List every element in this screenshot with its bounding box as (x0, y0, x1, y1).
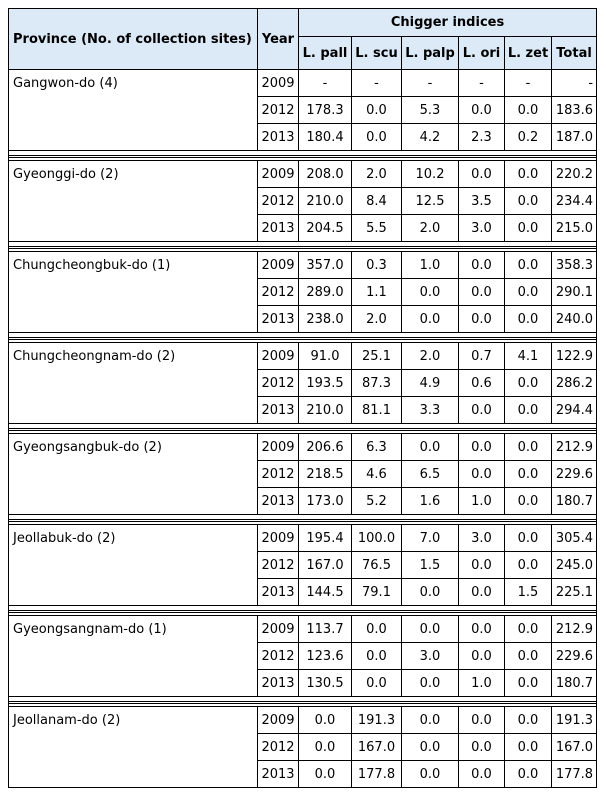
l-zet-cell: 0.0 (505, 552, 552, 579)
year-cell: 2009 (258, 434, 299, 461)
l-ori-cell: - (459, 70, 505, 97)
l-palp-cell: 10.2 (402, 161, 459, 188)
l-ori-cell: 0.0 (459, 397, 505, 424)
year-cell: 2013 (258, 488, 299, 515)
l-ori-cell: 0.0 (459, 97, 505, 124)
l-ori-cell: 2.3 (459, 124, 505, 151)
l-zet-cell: 0.0 (505, 161, 552, 188)
year-cell: 2012 (258, 734, 299, 761)
l-zet-cell: 0.0 (505, 397, 552, 424)
l-palp-cell: 12.5 (402, 188, 459, 215)
l-palp-cell: 7.0 (402, 525, 459, 552)
l-ori-cell: 0.0 (459, 434, 505, 461)
l-pall-cell: 167.0 (299, 552, 352, 579)
separator-cell (9, 697, 597, 707)
year-cell: 2013 (258, 124, 299, 151)
l-ori-cell: 0.6 (459, 370, 505, 397)
l-scu-cell: 6.3 (352, 434, 402, 461)
l-palp-cell: 2.0 (402, 215, 459, 242)
l-palp-cell: 6.5 (402, 461, 459, 488)
separator-cell (9, 424, 597, 434)
total-cell: 229.6 (552, 461, 597, 488)
total-cell: 183.6 (552, 97, 597, 124)
l-zet-cell: 0.0 (505, 306, 552, 333)
total-cell: - (552, 70, 597, 97)
l-ori-cell: 0.0 (459, 161, 505, 188)
l-palp-cell: 3.3 (402, 397, 459, 424)
l-palp-cell: 0.0 (402, 761, 459, 788)
l-pall-cell: - (299, 70, 352, 97)
l-ori-cell: 3.0 (459, 525, 505, 552)
year-cell: 2009 (258, 161, 299, 188)
l-zet-cell: 0.0 (505, 525, 552, 552)
l-scu-cell: 2.0 (352, 306, 402, 333)
year-cell: 2012 (258, 370, 299, 397)
l-scu-cell: 76.5 (352, 552, 402, 579)
l-ori-cell: 0.0 (459, 616, 505, 643)
l-scu-cell: 8.4 (352, 188, 402, 215)
total-cell: 229.6 (552, 643, 597, 670)
l-scu-cell: 81.1 (352, 397, 402, 424)
table-header (9, 9, 597, 70)
l-pall-cell: 173.0 (299, 488, 352, 515)
total-cell: 294.4 (552, 397, 597, 424)
l-ori-cell: 0.0 (459, 579, 505, 606)
l-palp-cell: 1.6 (402, 488, 459, 515)
l-pall-cell: 0.0 (299, 734, 352, 761)
l-scu-cell: 87.3 (352, 370, 402, 397)
l-palp-cell: 0.0 (402, 707, 459, 734)
l-pall-cell: 123.6 (299, 643, 352, 670)
total-cell: 122.9 (552, 343, 597, 370)
total-cell: 234.4 (552, 188, 597, 215)
l-zet-cell: 0.0 (505, 488, 552, 515)
l-ori-cell: 0.0 (459, 734, 505, 761)
l-scu-cell: 167.0 (352, 734, 402, 761)
l-scu-cell: 0.0 (352, 616, 402, 643)
l-zet-cell: 1.5 (505, 579, 552, 606)
l-zet-cell: 0.0 (505, 643, 552, 670)
l-pall-cell: 178.3 (299, 97, 352, 124)
column-header-l-ori: L. ori (459, 37, 505, 70)
table-row (9, 161, 597, 188)
chigger-indices-group-header: Chigger indices (299, 9, 597, 37)
l-palp-cell: 1.0 (402, 252, 459, 279)
total-cell: 180.7 (552, 670, 597, 697)
group-separator (9, 151, 597, 161)
l-ori-cell: 0.0 (459, 761, 505, 788)
l-palp-cell: 3.0 (402, 643, 459, 670)
separator-cell (9, 242, 597, 252)
double-rule (9, 610, 596, 613)
l-palp-cell: 1.5 (402, 552, 459, 579)
year-cell: 2013 (258, 761, 299, 788)
year-cell: 2012 (258, 188, 299, 215)
l-ori-cell: 0.0 (459, 306, 505, 333)
year-cell: 2012 (258, 97, 299, 124)
table-row (9, 343, 597, 370)
l-ori-cell: 0.7 (459, 343, 505, 370)
l-scu-cell: 0.0 (352, 643, 402, 670)
total-cell: 305.4 (552, 525, 597, 552)
double-rule (9, 246, 596, 249)
year-cell: 2009 (258, 707, 299, 734)
l-ori-cell: 0.0 (459, 279, 505, 306)
year-cell: 2013 (258, 306, 299, 333)
l-zet-cell: - (505, 70, 552, 97)
l-scu-cell: 79.1 (352, 579, 402, 606)
total-cell: 212.9 (552, 616, 597, 643)
l-zet-cell: 0.0 (505, 616, 552, 643)
column-header-l-scu: L. scu (352, 37, 402, 70)
table-row (9, 70, 597, 97)
group-separator (9, 424, 597, 434)
l-pall-cell: 208.0 (299, 161, 352, 188)
l-palp-cell: 0.0 (402, 306, 459, 333)
province-cell: Chungcheongbuk-do (1) (9, 252, 258, 333)
l-ori-cell: 1.0 (459, 670, 505, 697)
year-cell: 2012 (258, 643, 299, 670)
l-zet-cell: 0.2 (505, 124, 552, 151)
l-palp-cell: 0.0 (402, 279, 459, 306)
l-scu-cell: 0.3 (352, 252, 402, 279)
total-cell: 212.9 (552, 434, 597, 461)
l-pall-cell: 210.0 (299, 397, 352, 424)
group-separator (9, 606, 597, 616)
l-ori-cell: 3.0 (459, 215, 505, 242)
l-zet-cell: 0.0 (505, 215, 552, 242)
l-palp-cell: 0.0 (402, 616, 459, 643)
l-scu-cell: 1.1 (352, 279, 402, 306)
l-pall-cell: 144.5 (299, 579, 352, 606)
l-palp-cell: 0.0 (402, 434, 459, 461)
year-cell: 2009 (258, 70, 299, 97)
year-cell: 2013 (258, 397, 299, 424)
year-cell: 2009 (258, 343, 299, 370)
l-scu-cell: 0.0 (352, 124, 402, 151)
l-pall-cell: 210.0 (299, 188, 352, 215)
total-cell: 240.0 (552, 306, 597, 333)
l-zet-cell: 0.0 (505, 670, 552, 697)
year-cell: 2013 (258, 215, 299, 242)
province-cell: Jeollanam-do (2) (9, 707, 258, 788)
total-cell: 180.7 (552, 488, 597, 515)
column-header-l-palp: L. palp (402, 37, 459, 70)
l-zet-cell: 4.1 (505, 343, 552, 370)
year-cell: 2009 (258, 616, 299, 643)
l-scu-cell: 100.0 (352, 525, 402, 552)
double-rule (9, 337, 596, 340)
l-scu-cell: 5.2 (352, 488, 402, 515)
l-zet-cell: 0.0 (505, 707, 552, 734)
l-palp-cell: 2.0 (402, 343, 459, 370)
table-row (9, 707, 597, 734)
chigger-indices-table (8, 8, 597, 788)
l-scu-cell: 177.8 (352, 761, 402, 788)
l-zet-cell: 0.0 (505, 97, 552, 124)
l-pall-cell: 113.7 (299, 616, 352, 643)
double-rule (9, 701, 596, 704)
table-body (9, 70, 597, 788)
l-zet-cell: 0.0 (505, 434, 552, 461)
total-cell: 225.1 (552, 579, 597, 606)
column-header-total: Total (552, 37, 597, 70)
year-cell: 2009 (258, 252, 299, 279)
l-pall-cell: 193.5 (299, 370, 352, 397)
l-zet-cell: 0.0 (505, 279, 552, 306)
total-cell: 167.0 (552, 734, 597, 761)
l-pall-cell: 180.4 (299, 124, 352, 151)
l-palp-cell: - (402, 70, 459, 97)
l-palp-cell: 4.9 (402, 370, 459, 397)
column-header-l-zet: L. zet (505, 37, 552, 70)
separator-cell (9, 151, 597, 161)
l-scu-cell: 2.0 (352, 161, 402, 188)
total-cell: 220.2 (552, 161, 597, 188)
year-cell: 2012 (258, 279, 299, 306)
l-pall-cell: 0.0 (299, 761, 352, 788)
l-ori-cell: 0.0 (459, 707, 505, 734)
year-cell: 2013 (258, 579, 299, 606)
year-cell: 2013 (258, 670, 299, 697)
l-ori-cell: 3.5 (459, 188, 505, 215)
l-palp-cell: 0.0 (402, 670, 459, 697)
total-cell: 187.0 (552, 124, 597, 151)
double-rule (9, 155, 596, 158)
table-row (9, 252, 597, 279)
group-separator (9, 333, 597, 343)
group-separator (9, 515, 597, 525)
l-ori-cell: 0.0 (459, 461, 505, 488)
total-cell: 191.3 (552, 707, 597, 734)
l-zet-cell: 0.0 (505, 734, 552, 761)
separator-cell (9, 606, 597, 616)
total-cell: 245.0 (552, 552, 597, 579)
total-cell: 177.8 (552, 761, 597, 788)
group-separator (9, 697, 597, 707)
l-ori-cell: 0.0 (459, 552, 505, 579)
l-pall-cell: 195.4 (299, 525, 352, 552)
l-palp-cell: 0.0 (402, 734, 459, 761)
year-cell: 2009 (258, 525, 299, 552)
column-header-l-pall: L. pall (299, 37, 352, 70)
year-cell: 2012 (258, 461, 299, 488)
table-row (9, 616, 597, 643)
province-cell: Gyeongsangbuk-do (2) (9, 434, 258, 515)
total-cell: 358.3 (552, 252, 597, 279)
l-palp-cell: 5.3 (402, 97, 459, 124)
total-cell: 290.1 (552, 279, 597, 306)
year-cell: 2012 (258, 552, 299, 579)
l-scu-cell: 25.1 (352, 343, 402, 370)
l-zet-cell: 0.0 (505, 761, 552, 788)
group-separator (9, 242, 597, 252)
l-pall-cell: 91.0 (299, 343, 352, 370)
double-rule (9, 519, 596, 522)
l-scu-cell: 5.5 (352, 215, 402, 242)
year-column-header: Year (258, 9, 299, 70)
l-pall-cell: 204.5 (299, 215, 352, 242)
l-zet-cell: 0.0 (505, 370, 552, 397)
double-rule (9, 428, 596, 431)
province-cell: Jeollabuk-do (2) (9, 525, 258, 606)
province-column-header: Province (No. of collection sites) (9, 9, 258, 70)
l-ori-cell: 0.0 (459, 252, 505, 279)
l-scu-cell: 0.0 (352, 670, 402, 697)
province-cell: Gyeongsangnam-do (1) (9, 616, 258, 697)
l-scu-cell: - (352, 70, 402, 97)
l-pall-cell: 130.5 (299, 670, 352, 697)
table-row (9, 525, 597, 552)
l-scu-cell: 0.0 (352, 97, 402, 124)
l-palp-cell: 0.0 (402, 579, 459, 606)
total-cell: 286.2 (552, 370, 597, 397)
total-cell: 215.0 (552, 215, 597, 242)
l-scu-cell: 191.3 (352, 707, 402, 734)
l-zet-cell: 0.0 (505, 461, 552, 488)
province-cell: Gyeonggi-do (2) (9, 161, 258, 242)
l-ori-cell: 1.0 (459, 488, 505, 515)
l-pall-cell: 357.0 (299, 252, 352, 279)
province-cell: Gangwon-do (4) (9, 70, 258, 151)
l-ori-cell: 0.0 (459, 643, 505, 670)
l-pall-cell: 218.5 (299, 461, 352, 488)
l-palp-cell: 4.2 (402, 124, 459, 151)
l-pall-cell: 238.0 (299, 306, 352, 333)
l-pall-cell: 206.6 (299, 434, 352, 461)
l-pall-cell: 0.0 (299, 707, 352, 734)
table-row (9, 434, 597, 461)
separator-cell (9, 333, 597, 343)
province-cell: Chungcheongnam-do (2) (9, 343, 258, 424)
l-zet-cell: 0.0 (505, 252, 552, 279)
l-zet-cell: 0.0 (505, 188, 552, 215)
l-scu-cell: 4.6 (352, 461, 402, 488)
separator-cell (9, 515, 597, 525)
l-pall-cell: 289.0 (299, 279, 352, 306)
